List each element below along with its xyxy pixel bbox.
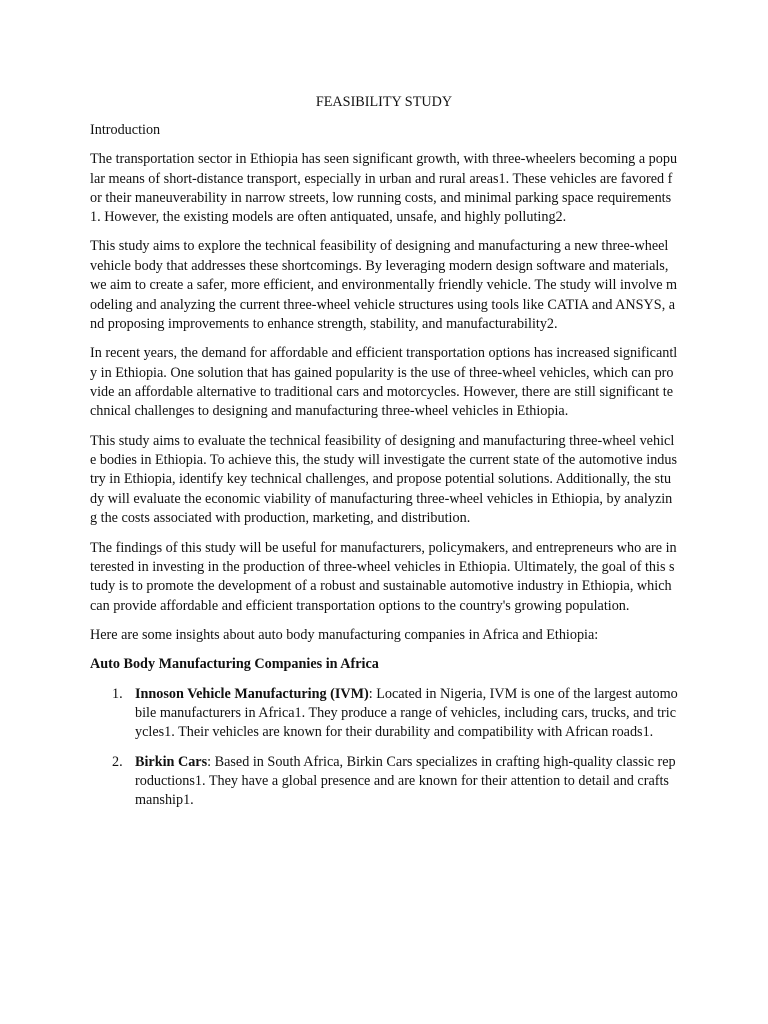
paragraph-study-aims-evaluate: This study aims to evaluate the technical feasibility of designing and manufacturing three-wheel vehicle bodies in Ethiopia. To achieve this, the study will investigate the current state of the automotive industry in Ethiopia, identify key technical challenges, and propose potential solutions. Additionally, the study will evaluate the economic viability of manufacturing three-wheel vehicles in Ethiopia, by analyzing the costs associated with production, marketing, and distribution. [90, 432, 677, 527]
document-title: FEASIBILITY STUDY [315, 94, 453, 110]
company-name: Innoson Vehicle Manufacturing (IVM) [135, 685, 369, 702]
paragraph-insights-intro: Here are some insights about auto body manufacturing companies in Africa and Ethiopia: [90, 626, 599, 643]
paragraph-study-aims-explore: This study aims to explore the technical feasibility of designing and manufacturing a new three-wheel vehicle body that addresses these shortcomings. By leveraging modern design software and materials, we aim to create a safer, more efficient, and environmentally friendly vehicle. The study will involve modeling and analyzing the current three-wheel vehicle structures using tools like CATIA and ANSYS, and proposing improvements to enhance strength, stability, and manufacturability2. [90, 238, 678, 333]
company-description: : Based in South Africa, Birkin Cars specializes in crafting high-quality classic reproductions1. They have a global presence and are known for their attention to detail and craftsmanship1. [135, 753, 676, 809]
list-item [90, 753, 678, 811]
section-heading-africa: Auto Body Manufacturing Companies in Africa [90, 656, 379, 673]
list-number: 1. [112, 685, 123, 702]
company-description: : Located in Nigeria, IVM is one of the largest automobile manufacturers in Africa1. They produce a range of vehicles, including cars, trucks, and tricycles1. Their vehicles are known for their durability and compatibility with African roads1. [135, 685, 678, 741]
list-number: 2. [112, 753, 123, 770]
intro-heading: Introduction [90, 122, 161, 138]
company-name: Birkin Cars [135, 753, 208, 770]
paragraph-findings: The findings of this study will be useful for manufacturers, policymakers, and entrepreneurs who are interested in investing in the production of three-wheel vehicles in Ethiopia. Ultimately, the goal of this study is to promote the development of a robust and sustainable automotive industry in Ethiopia, which can provide affordable and efficient transportation options to the country's growing population. [90, 539, 677, 614]
list-item [90, 685, 678, 743]
document-page [90, 91, 678, 821]
company-list [90, 685, 678, 811]
paragraph-transportation-sector: The transportation sector in Ethiopia has seen significant growth, with three-wheelers becoming a popular means of short-distance transport, especially in urban and rural areas1. These vehicles are favored for their maneuverability in narrow streets, low running costs, and minimal parking space requirements1. However, the existing models are often antiquated, unsafe, and highly polluting2. [90, 151, 678, 226]
paragraph-recent-years-demand: In recent years, the demand for affordable and efficient transportation options has increased significantly in Ethiopia. One solution that has gained popularity is the use of three-wheel vehicles, which can provide an affordable alternative to traditional cars and motorcycles. However, there are still significant technical challenges to designing and manufacturing three-wheel vehicles in Ethiopia. [90, 345, 678, 420]
